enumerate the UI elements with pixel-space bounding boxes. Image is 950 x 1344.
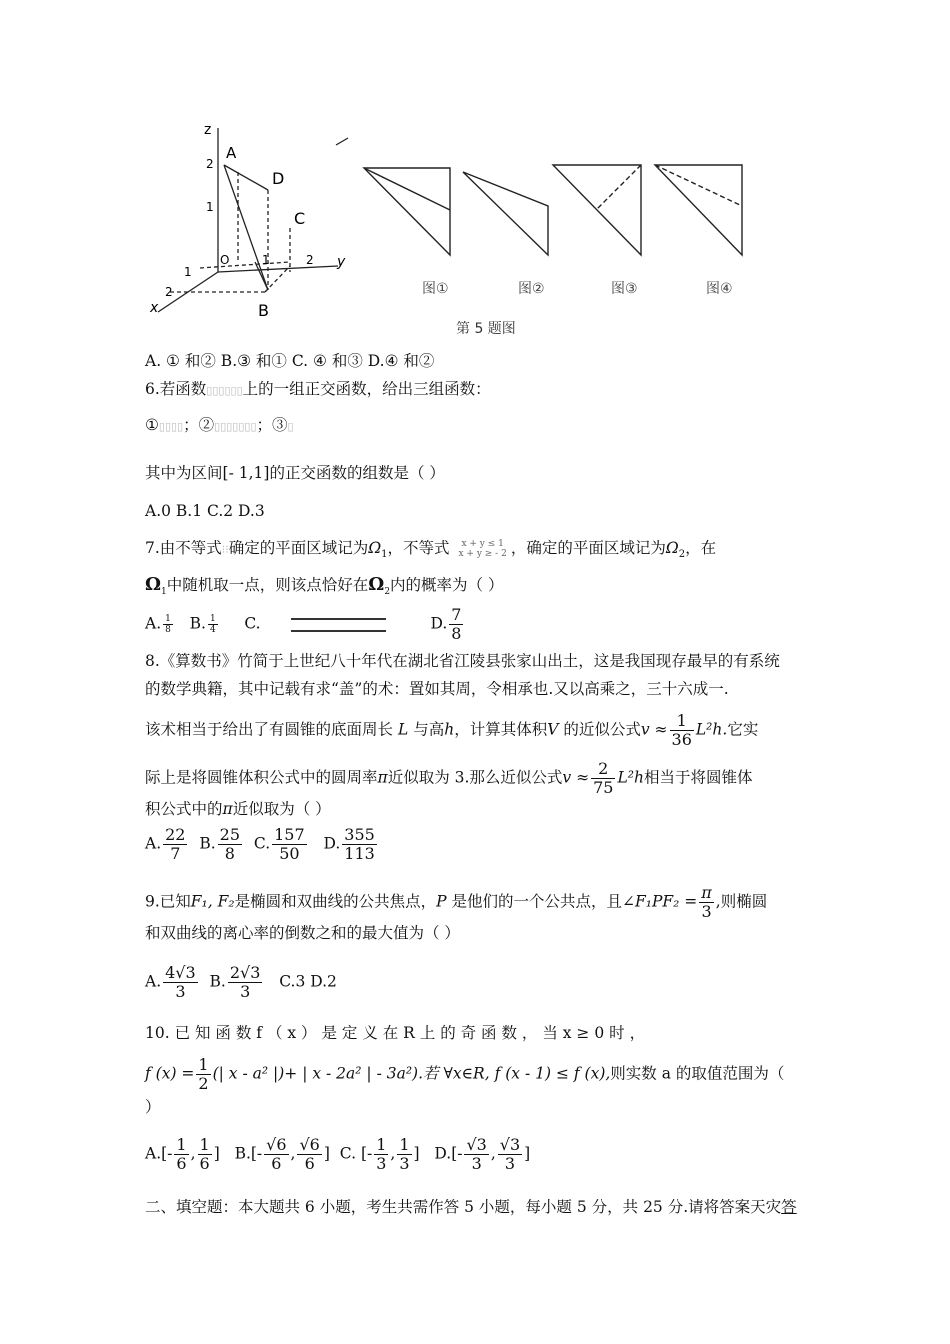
q10-line1: 10. 已 知 函 数 f （ x ） 是 定 义 在 R 上 的 奇 函 数 ， 当 x ≥ 0 时 ， — [145, 1024, 646, 1042]
z-axis-label: z — [204, 122, 212, 138]
inequality-system: x + y ≤ 1 x + y ≥ - 2 — [458, 539, 507, 559]
q6-options: A.0 B.1 C.2 D.3 — [145, 502, 265, 520]
view-4 — [655, 165, 742, 255]
q8-line2: 的数学典籍，其中记载有求“盖”的术：置如其周，令相承也.又以高乘之，三十六成一. — [145, 680, 729, 698]
q7-options: A. $\frac{1}{8}$ B. $\frac{1}{4}$ C. D. $\frac{7}{8}$ — [145, 605, 462, 643]
point-b-label: B — [258, 301, 269, 320]
q10-options: A.[- $\frac{1}{6}$ , $\frac{1}{6}$ ] B.[- $\frac{√6}{6}$ , $\frac{√6}{6}$ ] C. [- $\frac{1}{3}$ , $\frac{1}{3}$ ] D.[- $\frac{√3}{3}$ , $\frac{√3}{3}$ ] — [145, 1135, 531, 1173]
point-d-label: D — [272, 169, 285, 188]
q9-line2: 和双曲线的离心率的倒数之和的最大值为（ ） — [145, 924, 460, 942]
q8-options: A. $\frac{22}{7}$ B. $\frac{25}{8}$ C. $\frac{157}{50}$ D. $\frac{355}{113}$ — [145, 825, 375, 863]
point-a-label: A — [226, 144, 237, 162]
q7-line1: 7.由不等式⁝⁝确定的平面区域记为$\Omega_1$，不等式 x + y ≤ 1 x + y ≥ - 2 ，确定的平面区域记为$\Omega_2$，在 — [145, 539, 717, 561]
3d-coordinate-diagram — [158, 128, 348, 312]
view-2 — [463, 172, 548, 255]
x-tick-2: 2 — [165, 285, 173, 299]
omega-symbol-2: Ω — [368, 574, 385, 595]
q8-line4: 际上是将圆锥体积公式中的圆周率π近似取为 3.那么近似公式v ≈ $\frac{2}{75}$ L²h相当于将圆锥体 — [145, 759, 753, 797]
figure-caption: 第 5 题图 — [456, 321, 516, 337]
z-tick-2: 2 — [206, 157, 214, 171]
q5-options: A. ① 和② B.③ 和① C. ④ 和③ D.④ 和② — [145, 352, 435, 370]
view-3 — [553, 165, 641, 255]
q9-options: A. $\frac{4√3}{3}$ B. $\frac{2√3}{3}$ C.3 D.2 — [145, 963, 337, 1001]
view-3-label: 图③ — [611, 281, 638, 297]
blurred-formula: ▯▯▯▯▯▯ — [206, 384, 243, 397]
y-tick-2: 2 — [306, 253, 314, 267]
q8-line3: 该术相当于给出了有圆锥的底面周长 L 与高h，计算其体积V 的近似公式v ≈ $\frac{1}{36}$ L²h.它实 — [145, 711, 759, 749]
view-2-label: 图② — [518, 281, 545, 297]
view-1 — [364, 168, 450, 255]
garbled-formula — [291, 618, 386, 632]
q6-line3: 其中为区间[- 1,1]的正交函数的组数是（ ） — [145, 464, 445, 482]
q8-line5: 积公式中的π近似取为（ ） — [145, 800, 331, 818]
origin-label: O — [220, 253, 230, 267]
y-axis-label: y — [337, 254, 346, 270]
q7-line2: $\Omega_1$中随机取一点，则该点恰好在$\Omega_2$内的概率为（ ） — [145, 574, 504, 598]
q9-line1: 9.已知F₁, F₂是椭圆和双曲线的公共焦点，P 是他们的一个公共点，且∠F₁PF₂ = $\frac{\pi}{3}$ ,则椭圆 — [145, 883, 768, 921]
q8-line1: 8.《算数书》竹简于上世纪八十年代在湖北省江陵县张家山出土，这是我国现存最早的有系统 — [145, 652, 780, 670]
y-tick-1: 1 — [262, 253, 270, 267]
z-tick-1: 1 — [206, 200, 214, 214]
y-axis — [218, 266, 338, 272]
q6-items: ①▯▯▯▯；②▯▯▯▯▯▯▯；③▯ — [145, 416, 294, 434]
problem-5-figure — [0, 0, 950, 340]
section-2-heading: 二、填空题：本大题共 6 小题，考生共需作答 5 小题，每小题 5 分，共 25 分.请将答案天灾答 — [145, 1198, 797, 1216]
view-1-label: 图① — [422, 281, 449, 297]
x-axis-label: x — [150, 300, 159, 316]
point-c-label: C — [294, 209, 306, 228]
omega-symbol: Ω — [145, 574, 162, 595]
view-4-label: 图④ — [706, 281, 733, 297]
x-tick-1: 1 — [184, 265, 192, 279]
q10-line3: ） — [145, 1098, 161, 1116]
q6-line1: 6.若函数▯▯▯▯▯▯上的一组正交函数，给出三组函数： — [145, 380, 491, 398]
q10-line2: f (x) = $\frac{1}{2}$ (| x - a² |)+ | x - 2a² | - 3a²).若 ∀x∈R, f (x - 1) ≤ f (x),则实数 a 的取值范围为（ — [145, 1055, 785, 1093]
